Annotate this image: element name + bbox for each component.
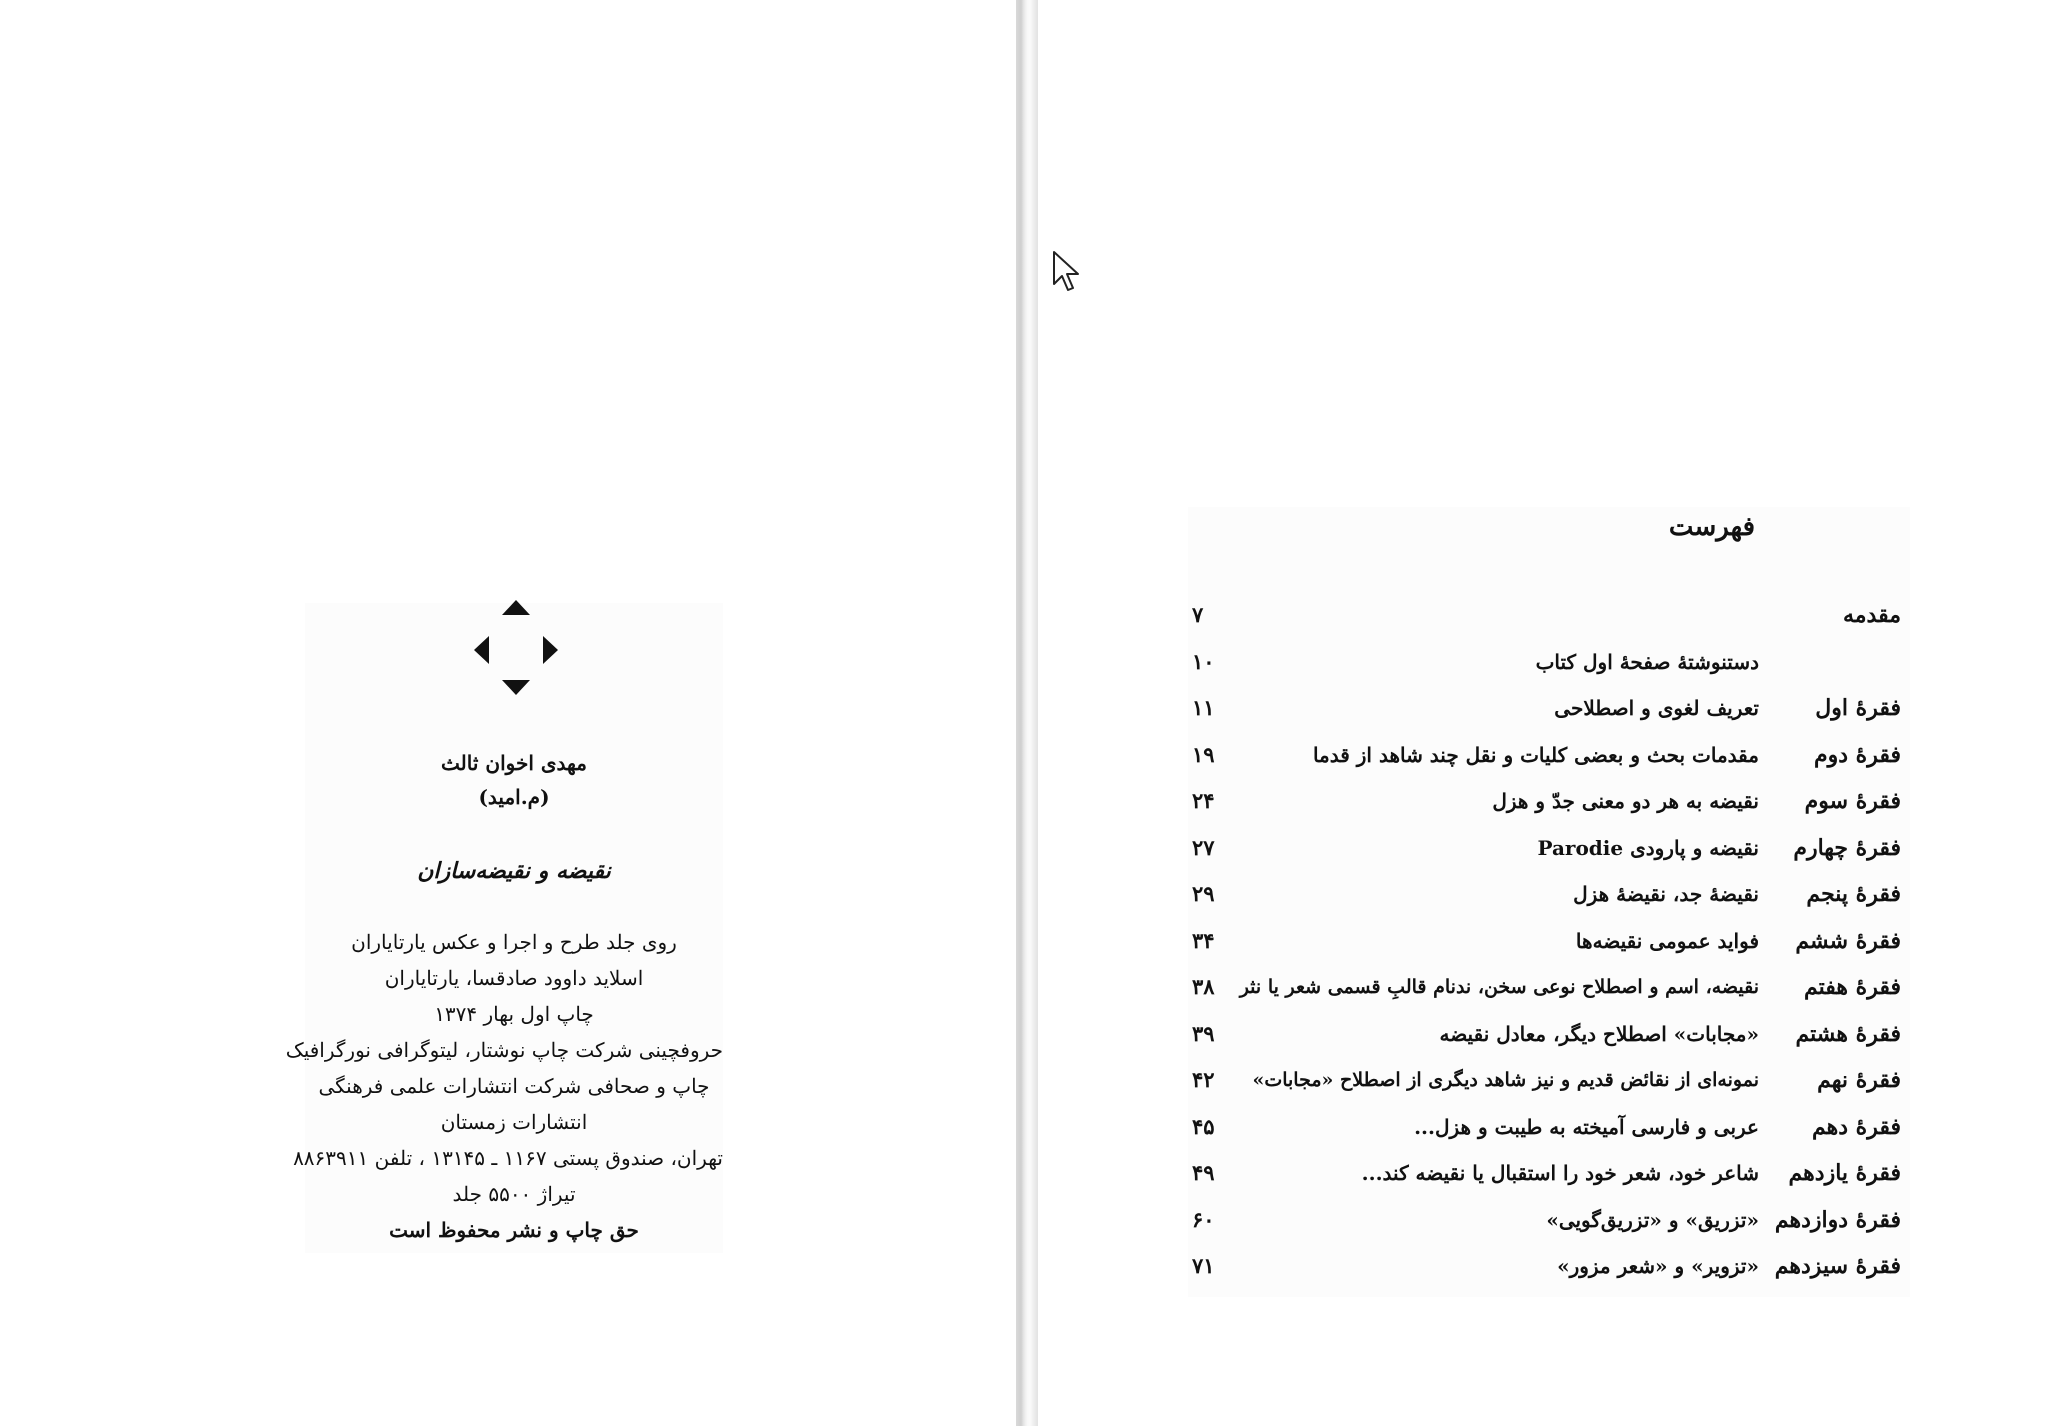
toc-row[interactable] <box>1188 874 1910 914</box>
toc-entry: نمونه‌ای از نقائض قدیم و نیز شاهد دیگری از اصطلاح «مجابات» <box>1252 1069 1759 1091</box>
colophon-line: اسلاید داوود صادقسا، یارتایاران <box>384 966 644 990</box>
book-title: نقیضه و نقیضه‌سازان <box>417 858 611 884</box>
arrow-right-icon <box>543 636 558 664</box>
page-right[interactable] <box>1038 0 2054 1426</box>
toc-page-number: ۴۵ <box>1192 1114 1215 1139</box>
toc-row[interactable] <box>1188 1153 1910 1193</box>
toc-page-number: ۶۰ <box>1192 1207 1215 1232</box>
toc-entry: «تزویر» و «شعر مزور» <box>1557 1254 1759 1278</box>
toc-entry: دستنوشتهٔ صفحهٔ اول کتاب <box>1535 650 1759 674</box>
toc-section: فقرهٔ سیزدهم <box>1774 1253 1901 1279</box>
toc-page-number: ۷۱ <box>1192 1253 1215 1278</box>
toc-entry: نقیضهٔ جد، نقیضهٔ هزل <box>1573 882 1759 906</box>
toc-page-number: ۴۹ <box>1192 1160 1215 1185</box>
toc-entry: مقدمات بحث و بعضی کلیات و نقل چند شاهد از قدما <box>1312 743 1759 767</box>
toc-row[interactable] <box>1188 1246 1910 1286</box>
toc-section: مقدمه <box>1842 602 1901 628</box>
colophon-line: تهران، صندوق پستی ۱۱۶۷ ـ ۱۳۱۴۵ ، تلفن ۸۸۶۳۹۱۱ <box>293 1146 723 1170</box>
toc-section: فقرهٔ چهارم <box>1793 835 1901 861</box>
toc-entry: نقیضه به هر دو معنی جدّ و هزل <box>1492 789 1759 813</box>
colophon-line: انتشارات زمستان <box>440 1110 588 1134</box>
toc-section: فقرهٔ دوم <box>1813 742 1901 768</box>
colophon-line: چاپ و صحافی شرکت انتشارات علمی فرهنگی <box>318 1074 710 1098</box>
toc-row[interactable] <box>1188 1200 1910 1240</box>
copyright-line: حق چاپ و نشر محفوظ است <box>389 1218 639 1242</box>
arrow-down-icon <box>502 680 530 695</box>
toc-page-number: ۱۰ <box>1192 649 1215 674</box>
toc-section: فقرهٔ ششم <box>1795 928 1901 954</box>
toc-entry: «مجابات» اصطلاح دیگر، معادل نقیضه <box>1439 1022 1759 1046</box>
colophon-line: روی جلد طرح و اجرا و عکس یارتایاران <box>351 930 677 954</box>
toc-page-number: ۳۹ <box>1192 1021 1215 1046</box>
toc-row[interactable] <box>1188 921 1910 961</box>
toc-entry: نقیضه و پارودی Parodie <box>1537 836 1759 860</box>
arrow-up-icon <box>502 600 530 615</box>
toc-entry: فواید عمومی نقیضه‌ها <box>1575 929 1759 953</box>
toc-section: فقرهٔ هشتم <box>1795 1021 1901 1047</box>
colophon-line: چاپ اول بهار ۱۳۷۴ <box>434 1002 594 1026</box>
toc-page-number: ۷ <box>1192 602 1204 627</box>
mouse-pointer-icon <box>1052 250 1082 292</box>
pen-name: (م.امید) <box>478 785 550 809</box>
toc-page-number: ۲۹ <box>1192 881 1215 906</box>
toc-row[interactable] <box>1188 1014 1910 1054</box>
toc-page-number: ۳۴ <box>1192 928 1215 953</box>
toc-row[interactable] <box>1188 735 1910 775</box>
toc-row[interactable] <box>1188 1107 1910 1147</box>
toc-section: فقرهٔ دوازدهم <box>1774 1207 1901 1233</box>
toc-section: فقرهٔ نهم <box>1817 1067 1901 1093</box>
toc-page-number: ۲۴ <box>1192 788 1215 813</box>
toc-section: فقرهٔ پنجم <box>1806 881 1901 907</box>
page-left[interactable] <box>0 0 1016 1426</box>
arrow-left-icon <box>474 636 489 664</box>
toc-row[interactable] <box>1188 642 1910 682</box>
toc-section: فقرهٔ دهم <box>1811 1114 1901 1140</box>
toc-row[interactable] <box>1188 781 1910 821</box>
four-direction-arrows-icon <box>465 600 565 700</box>
toc-section: فقرهٔ هفتم <box>1804 974 1901 1000</box>
colophon-line: حروفچینی شرکت چاپ نوشتار، لیتوگرافی نورگرافیک <box>285 1038 723 1062</box>
toc-page-number: ۱۹ <box>1192 742 1215 767</box>
toc-entry: «تزریق» و «تزریق‌گویی» <box>1546 1208 1759 1232</box>
page-divider <box>1016 0 1038 1426</box>
toc-page-number: ۲۷ <box>1192 835 1215 860</box>
toc-entry: نقیضه، اسم و اصطلاح نوعی سخن، ندنام قالبِ قسمی شعر یا نثر <box>1239 976 1759 998</box>
toc-page-number: ۴۲ <box>1192 1067 1215 1092</box>
toc-section: فقرهٔ سوم <box>1804 788 1901 814</box>
toc-section: فقرهٔ اول <box>1815 695 1901 721</box>
toc-row[interactable] <box>1188 1060 1910 1100</box>
toc-row[interactable] <box>1188 828 1910 868</box>
toc-title: فهرست <box>1668 512 1755 542</box>
colophon <box>285 603 723 1253</box>
toc-row[interactable] <box>1188 688 1910 728</box>
toc-entry: عربی و فارسی آمیخته به طیبت و هزل... <box>1414 1115 1759 1139</box>
toc-row[interactable] <box>1188 967 1910 1007</box>
author-name: مهدی اخوان ثالث <box>441 751 587 775</box>
toc-row[interactable] <box>1188 595 1910 635</box>
toc-section: فقرهٔ یازدهم <box>1788 1160 1901 1186</box>
colophon-line: تیراژ ۵۵۰۰ جلد <box>452 1182 576 1206</box>
table-of-contents <box>1188 507 1910 1297</box>
toc-page-number: ۳۸ <box>1192 974 1215 999</box>
toc-page-number: ۱۱ <box>1192 695 1215 720</box>
toc-entry: تعریف لغوی و اصطلاحی <box>1554 696 1759 720</box>
toc-entry: شاعر خود، شعر خود را استقبال یا نقیضه کند... <box>1361 1161 1759 1185</box>
